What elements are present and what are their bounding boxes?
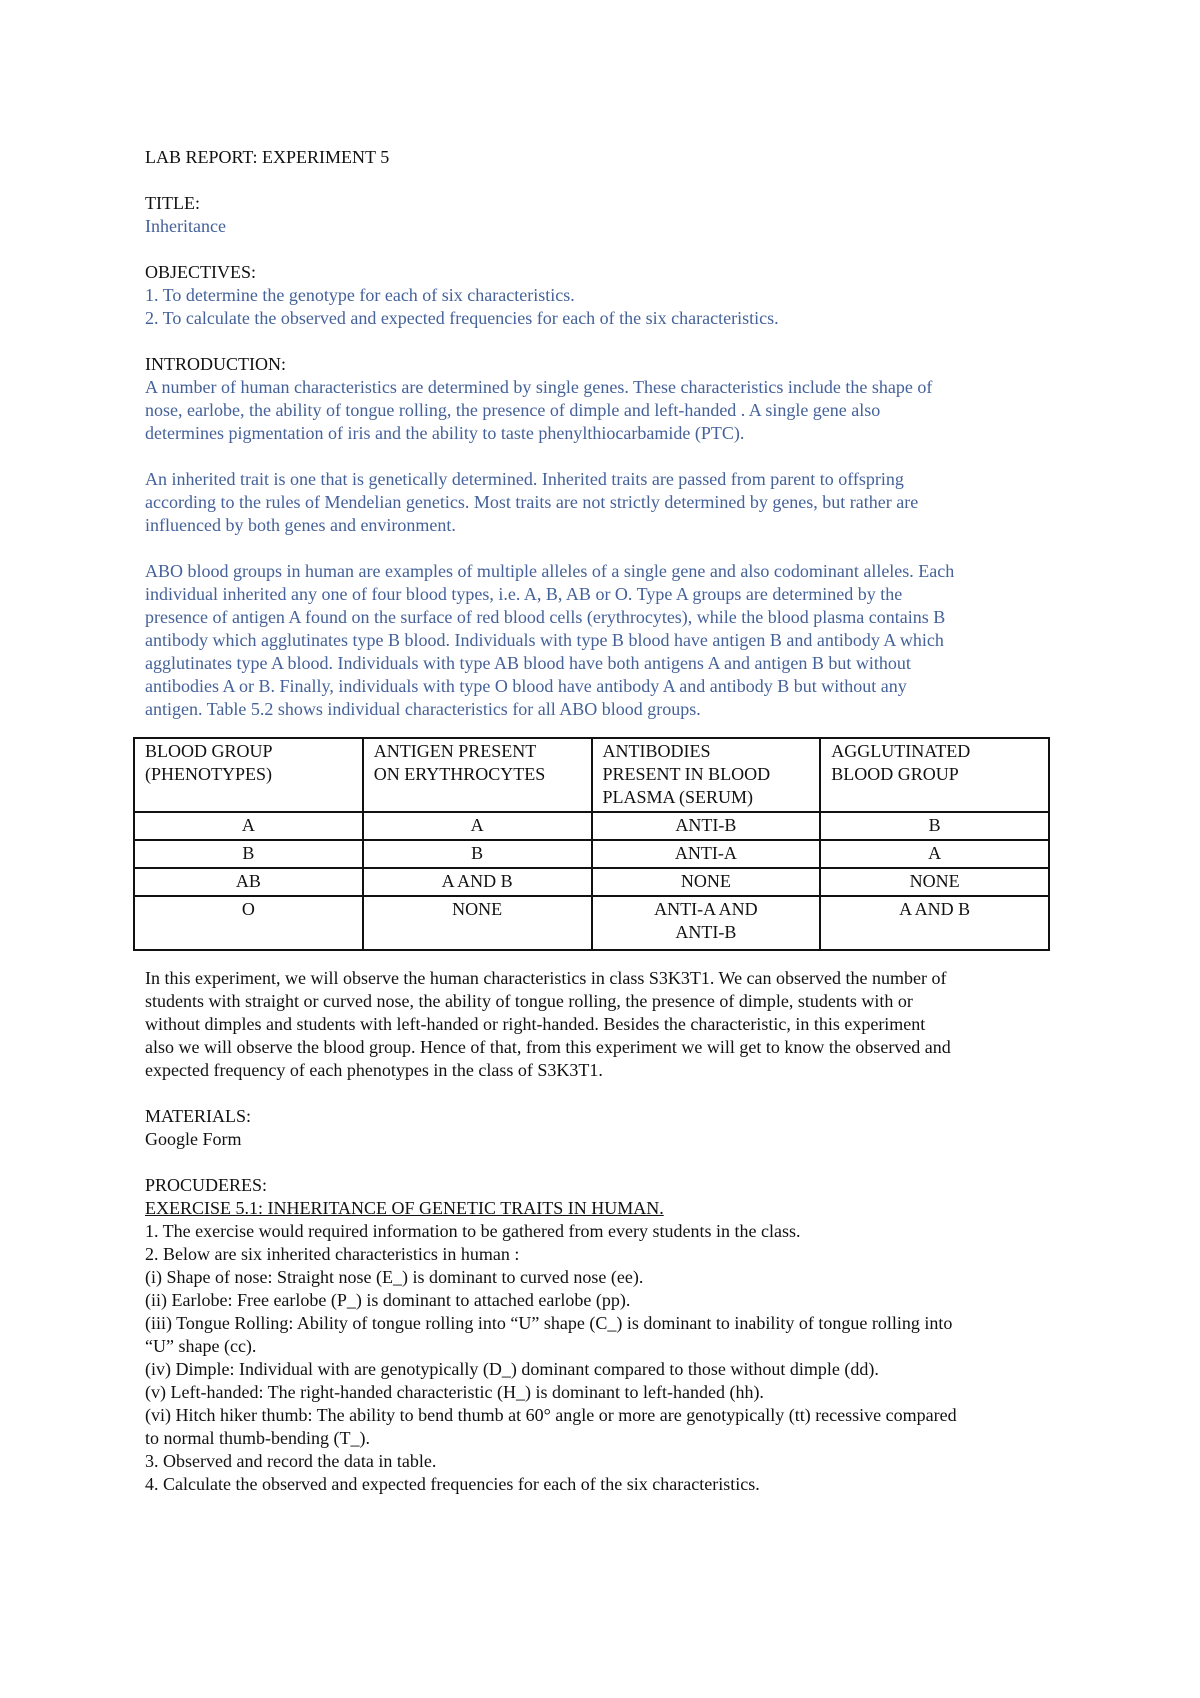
- header-text: BLOOD GROUP: [831, 764, 959, 784]
- table-header-cell: [820, 738, 1049, 812]
- blood-group-table: [133, 737, 1050, 951]
- title-value: Inheritance: [145, 216, 226, 236]
- table-row: [134, 896, 1049, 950]
- spacer: [145, 238, 1070, 261]
- introduction-paragraph-1: [145, 376, 1070, 445]
- table-cell: B: [363, 840, 592, 868]
- cell-text: ANTI-A AND: [654, 899, 758, 919]
- header-text: PLASMA (SERUM): [602, 787, 754, 807]
- header-text: ON ERYTHROCYTES: [373, 764, 546, 784]
- procedures-label: PROCUDERES:: [145, 1175, 268, 1195]
- table-header-row: [134, 738, 1049, 812]
- experiment-paragraph: [145, 967, 1070, 1082]
- table-header-cell: [134, 738, 363, 812]
- table-cell: ANTI-A: [592, 840, 821, 868]
- paragraph-line: according to the rules of Mendelian genetics. Most traits are not strictly determined by genes, but rather are: [145, 492, 919, 512]
- table-cell: NONE: [592, 868, 821, 896]
- materials-label: MATERIALS:: [145, 1106, 252, 1126]
- paragraph-line: In this experiment, we will observe the human characteristics in class S3K3T1. We can observed the number of: [145, 968, 947, 988]
- table-cell: A AND B: [820, 896, 1049, 950]
- paragraph-line: presence of antigen A found on the surface of red blood cells (erythrocytes), while the blood plasma contains B: [145, 607, 946, 627]
- table-row: [134, 840, 1049, 868]
- paragraph-line: antibody which agglutinates type B blood. Individuals with type B blood have antigen B and antibody A which: [145, 630, 944, 650]
- table-cell: AB: [134, 868, 363, 896]
- paragraph-line: A number of human characteristics are determined by single genes. These characteristics include the shape of: [145, 377, 933, 397]
- paragraph-line: also we will observe the blood group. Hence of that, from this experiment we will get to know the observed and: [145, 1037, 951, 1057]
- table-cell: A: [134, 812, 363, 840]
- document-page: [145, 146, 1070, 1496]
- paragraph-line: ABO blood groups in human are examples of multiple alleles of a single gene and also codominant alleles. Each: [145, 561, 955, 581]
- procedure-line: (iii) Tongue Rolling: Ability of tongue rolling into “U” shape (C_) is dominant to inability of tongue rolling into: [145, 1313, 953, 1333]
- paragraph-line: students with straight or curved nose, the ability of tongue rolling, the presence of dimple, students with or: [145, 991, 913, 1011]
- table-header-cell: [363, 738, 592, 812]
- paragraph-line: An inherited trait is one that is genetically determined. Inherited traits are passed from parent to offspring: [145, 469, 904, 489]
- table-cell: NONE: [363, 896, 592, 950]
- introduction-paragraph-2: [145, 468, 1070, 537]
- table-cell: [592, 896, 821, 950]
- spacer: [145, 951, 1070, 967]
- paragraph-line: agglutinates type A blood. Individuals with type AB blood have both antigens A and antigen B but without: [145, 653, 911, 673]
- spacer: [145, 721, 1070, 737]
- exercise-heading: EXERCISE 5.1: INHERITANCE OF GENETIC TRAITS IN HUMAN.: [145, 1198, 664, 1218]
- spacer: [145, 445, 1070, 468]
- procedure-line: 2. Below are six inherited characteristics in human :: [145, 1244, 520, 1264]
- paragraph-line: antibodies A or B. Finally, individuals with type O blood have antibody A and antibody B but without any: [145, 676, 907, 696]
- paragraph-line: influenced by both genes and environment.: [145, 515, 456, 535]
- table-cell: A AND B: [363, 868, 592, 896]
- procedure-line: (iv) Dimple: Individual with are genotypically (D_) dominant compared to those without dimple (dd).: [145, 1359, 879, 1379]
- paragraph-line: determines pigmentation of iris and the ability to taste phenylthiocarbamide (PTC).: [145, 423, 745, 443]
- objective-item: 1. To determine the genotype for each of six characteristics.: [145, 285, 575, 305]
- header-text: ANTIBODIES: [602, 741, 711, 761]
- table-cell: NONE: [820, 868, 1049, 896]
- procedure-line: to normal thumb-bending (T_).: [145, 1428, 370, 1448]
- introduction-paragraph-3: [145, 560, 1070, 721]
- header-text: ANTIGEN PRESENT: [373, 741, 537, 761]
- spacer: [145, 169, 1070, 192]
- header-text: BLOOD GROUP: [145, 741, 273, 761]
- table-header-cell: [592, 738, 821, 812]
- header-text: PRESENT IN BLOOD: [602, 764, 771, 784]
- paragraph-line: nose, earlobe, the ability of tongue rolling, the presence of dimple and left-handed . A single gene also: [145, 400, 881, 420]
- spacer: [145, 1151, 1070, 1174]
- procedure-line: “U” shape (cc).: [145, 1336, 257, 1356]
- table-row: [134, 868, 1049, 896]
- spacer: [145, 330, 1070, 353]
- table-cell: A: [363, 812, 592, 840]
- table-cell: B: [820, 812, 1049, 840]
- paragraph-line: individual inherited any one of four blood types, i.e. A, B, AB or O. Type A groups are determined by the: [145, 584, 903, 604]
- procedure-line: 1. The exercise would required information to be gathered from every students in the class.: [145, 1221, 801, 1241]
- procedure-line: 3. Observed and record the data in table.: [145, 1451, 437, 1471]
- introduction-label: INTRODUCTION:: [145, 354, 286, 374]
- procedure-steps: [145, 1220, 1070, 1496]
- table-cell: A: [820, 840, 1049, 868]
- materials-value: Google Form: [145, 1129, 242, 1149]
- paragraph-line: without dimples and students with left-handed or right-handed. Besides the characteristic, in this experiment: [145, 1014, 926, 1034]
- paragraph-line: antigen. Table 5.2 shows individual characteristics for all ABO blood groups.: [145, 699, 701, 719]
- objective-item: 2. To calculate the observed and expected frequencies for each of the six characteristics.: [145, 308, 779, 328]
- header-text: (PHENOTYPES): [145, 764, 273, 784]
- spacer: [145, 1082, 1070, 1105]
- objectives-label: OBJECTIVES:: [145, 262, 257, 282]
- table-row: [134, 812, 1049, 840]
- procedure-line: (ii) Earlobe: Free earlobe (P_) is dominant to attached earlobe (pp).: [145, 1290, 631, 1310]
- procedure-line: (i) Shape of nose: Straight nose (E_) is dominant to curved nose (ee).: [145, 1267, 644, 1287]
- title-label: TITLE:: [145, 193, 200, 213]
- spacer: [145, 537, 1070, 560]
- procedure-line: (v) Left-handed: The right-handed characteristic (H_) is dominant to left-handed (hh).: [145, 1382, 764, 1402]
- cell-text: ANTI-B: [675, 922, 737, 942]
- table-cell: ANTI-B: [592, 812, 821, 840]
- header-text: AGGLUTINATED: [831, 741, 971, 761]
- procedure-line: (vi) Hitch hiker thumb: The ability to bend thumb at 60° angle or more are genotypically (tt) recessive compared: [145, 1405, 957, 1425]
- table-cell: B: [134, 840, 363, 868]
- paragraph-line: expected frequency of each phenotypes in the class of S3K3T1.: [145, 1060, 603, 1080]
- procedure-line: 4. Calculate the observed and expected frequencies for each of the six characteristics.: [145, 1474, 760, 1494]
- table-cell: O: [134, 896, 363, 950]
- report-heading: LAB REPORT: EXPERIMENT 5: [145, 147, 390, 167]
